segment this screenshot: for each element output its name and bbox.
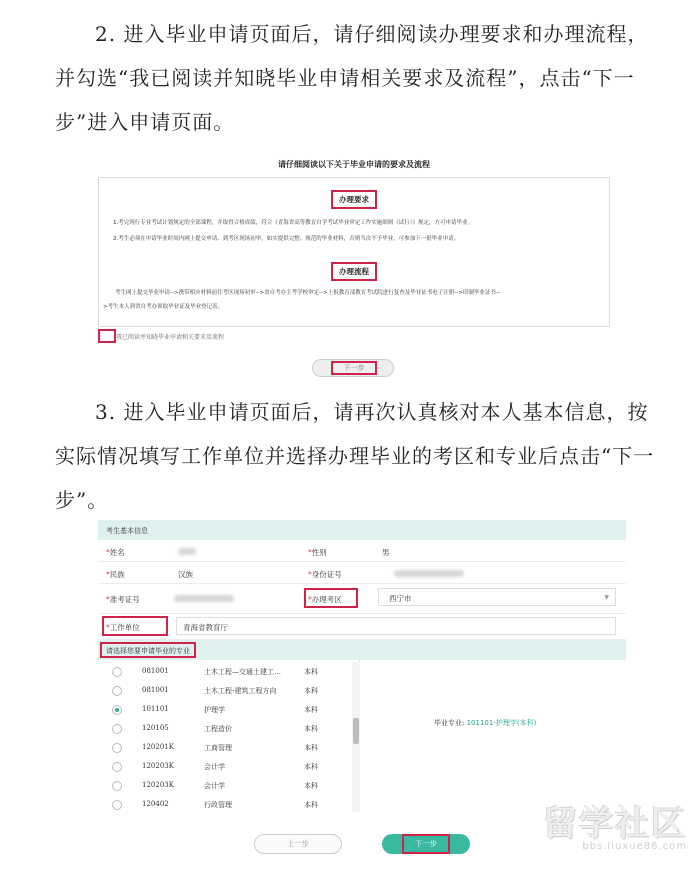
major-code: 101101 [142, 705, 169, 713]
major-code: 120203K [142, 781, 174, 789]
process-line-2: >考生本人到省自考办领取毕业证及毕业登记表。 [103, 304, 224, 310]
requirement-2: 2.考生必须在申请毕业时间内网上提交申请、到考区现场初审，如实提供完整、规范的毕业材料，否则当次不予毕业，可参加下一批毕业申请。 [113, 236, 460, 242]
chosen-major [434, 718, 536, 728]
major-radio[interactable] [112, 686, 122, 696]
major-code: 081001 [142, 667, 169, 675]
next-button-label: 下一步 [402, 834, 450, 854]
major-section-title: 请选择您要申请毕业的专业 [100, 642, 196, 658]
requirements-heading: 办理要求 [331, 190, 377, 209]
major-list-item[interactable] [98, 795, 360, 814]
step3-instruction: 3. 进入毕业申请页面后，请再次认真核对本人基本信息，按实际情况填写工作单位并选择办理毕业的考区和专业后点击“下一步”。 [55, 400, 655, 512]
major-level: 本科 [304, 782, 318, 790]
chosen-major-label: 毕业专业: [434, 719, 465, 727]
gender-label: *性别 [308, 548, 327, 557]
work-unit-input[interactable] [176, 617, 616, 635]
major-radio[interactable] [112, 724, 122, 734]
work-label: *工作单位 [106, 623, 140, 632]
process-heading: 办理流程 [331, 262, 377, 281]
major-header [98, 640, 626, 660]
ethnicity-label: *民族 [106, 570, 125, 579]
chevron-down-icon: ▼ [604, 594, 609, 601]
major-level: 本科 [304, 687, 318, 695]
region-select[interactable] [378, 588, 616, 606]
major-level: 本科 [304, 725, 318, 733]
major-radio[interactable] [112, 800, 122, 810]
graduation-application-form [98, 520, 626, 810]
major-level: 本科 [304, 744, 318, 752]
work-unit-value: 青海省教育厅 [183, 623, 228, 632]
region-value: 西宁市 [389, 594, 412, 603]
major-list-item[interactable] [98, 662, 360, 681]
exam-no-label: *准考证号 [106, 595, 140, 604]
row-work-unit [98, 614, 626, 640]
major-list-item[interactable] [98, 757, 360, 776]
exam-no-value-redacted [174, 595, 234, 602]
major-radio-selected[interactable] [112, 705, 122, 715]
major-name: 行政管理 [204, 801, 232, 809]
row-name-gender [98, 540, 626, 562]
major-code: 120402 [142, 800, 169, 808]
major-name: 护理学 [204, 706, 225, 714]
major-level: 本科 [304, 763, 318, 771]
watermark-url: bbs.liuxue86.com [582, 841, 687, 852]
next-button[interactable] [382, 834, 470, 854]
next-button-disabled[interactable] [312, 359, 394, 377]
major-radio[interactable] [112, 743, 122, 753]
row-examno-region [98, 584, 626, 614]
row-ethnicity-id [98, 562, 626, 584]
id-label: *身份证号 [308, 570, 342, 579]
major-name: 工商管理 [204, 744, 232, 752]
id-value-redacted [394, 570, 464, 577]
gender-value: 男 [382, 548, 390, 557]
requirements-box [98, 177, 610, 327]
major-radio[interactable] [112, 667, 122, 677]
application-requirements-panel [98, 155, 610, 380]
basic-info-title: 考生基本信息 [106, 527, 148, 535]
requirement-1: 1.考完现行专业考试计划规定的全部课程，并取得合格成绩，符合《青海省高等教育自学考试毕业审定工作实施细则（试行）》规定，方可申请毕业。 [113, 220, 474, 226]
next-button-label: 下一步 [331, 361, 377, 375]
major-name: 工程造价 [204, 725, 232, 733]
major-name: 会计学 [204, 763, 225, 771]
major-list-item-selected[interactable] [98, 700, 360, 719]
major-level: 本科 [304, 801, 318, 809]
watermark-brand: 留学社区 [543, 804, 687, 844]
major-list-item[interactable] [98, 738, 360, 757]
major-radio[interactable] [112, 762, 122, 772]
prev-button[interactable]: 上一步 [254, 834, 342, 854]
major-list-scroll-thumb[interactable] [353, 718, 359, 744]
major-list-item[interactable] [98, 776, 360, 795]
major-list-item[interactable] [98, 719, 360, 738]
process-line-1: 考生网上提交毕业申请-->携带相应材料前往考区现场初审-->省自考办主考学校审定-->上报教育部教育考试院进行复查及毕业证书电子注册-->印制毕业证书-- [115, 290, 500, 296]
major-name: 会计学 [204, 782, 225, 790]
requirements-page-title: 请仔细阅读以下关于毕业申请的要求及流程 [278, 160, 430, 169]
major-code: 081001 [142, 686, 169, 694]
basic-info-header [98, 520, 626, 540]
ethnicity-value: 汉族 [178, 570, 193, 579]
name-label: *姓名 [106, 548, 125, 557]
major-name: 土木工程-建筑工程方向 [204, 687, 277, 695]
agree-checkbox[interactable] [98, 329, 116, 343]
major-list-item[interactable] [98, 681, 360, 700]
major-list [98, 660, 360, 812]
major-name: 土木工程—交通土建工… [204, 668, 281, 676]
major-code: 120201K [142, 743, 174, 751]
major-level: 本科 [304, 668, 318, 676]
watermark [543, 805, 687, 852]
region-label: *办理考区 [308, 595, 342, 604]
major-code: 120203K [142, 762, 174, 770]
chosen-major-value: 101101-护理学(本科) [466, 719, 537, 727]
agree-label: 我已阅读并知晓毕业申请相关要求及流程 [116, 334, 225, 341]
name-value-redacted [178, 548, 196, 555]
major-radio[interactable] [112, 781, 122, 791]
major-level: 本科 [304, 706, 318, 714]
step2-instruction: 2. 进入毕业申请页面后，请仔细阅读办理要求和办理流程，并勾选“我已阅读并知晓毕业申请相关要求及流程”，点击“下一步”进入申请页面。 [55, 22, 649, 134]
major-code: 120105 [142, 724, 169, 732]
